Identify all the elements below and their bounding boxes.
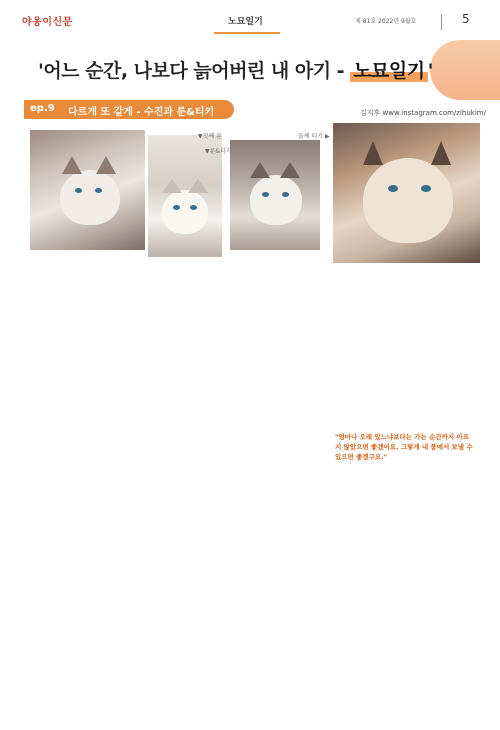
page-number: 5 xyxy=(462,12,470,26)
series-episode: ep.9 xyxy=(30,103,55,114)
photo-caption-2: ▼룬&티키 xyxy=(205,148,232,155)
cat-photo-3 xyxy=(230,140,320,250)
issue-info: 제 81호 2022년 9월호 xyxy=(355,18,417,25)
title-tail: ' xyxy=(427,60,433,82)
article-title xyxy=(38,56,478,83)
page-divider xyxy=(441,14,442,30)
cat-photo-4 xyxy=(333,123,480,263)
photo-caption-1: ▼첫째 룬 xyxy=(198,133,222,140)
title-highlight: 노묘일기 xyxy=(350,60,427,82)
section-name: 노묘일기 xyxy=(228,17,263,27)
title-lead: '어느 순간, 나보다 늙어버린 내 아기 - xyxy=(38,60,345,82)
pull-quote: "엄마나 오래 있느냐보다는 가는 순간까지 아프지 않았으면 좋겠어요. 그렇게 내 품에서 보낼 수 있으면 좋겠구요." xyxy=(335,433,473,461)
author-credit: 김지후 www.instagram.com/zihukim/ xyxy=(360,109,486,117)
cat-photo-1 xyxy=(30,130,145,250)
series-subtitle: 다르게 또 같게 - 수진과 룬&티키 xyxy=(68,107,215,118)
section-underline xyxy=(214,32,280,34)
masthead-logo: 야옹이신문 xyxy=(22,17,73,28)
photo-caption-3: 둘째 티키 ▶ xyxy=(298,133,330,140)
